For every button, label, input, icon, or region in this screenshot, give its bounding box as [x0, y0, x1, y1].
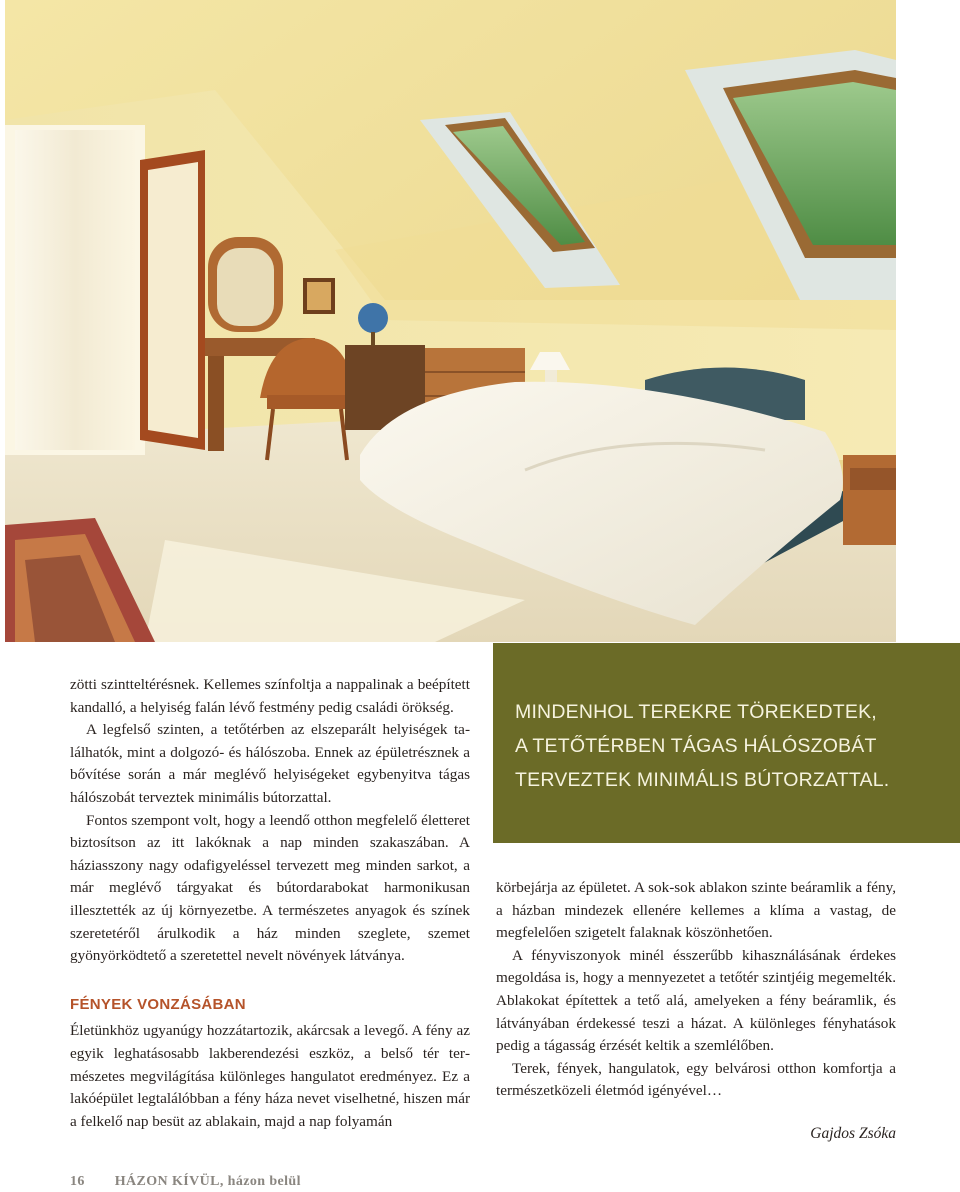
page-footer — [70, 1174, 301, 1190]
body-paragraph: A legfelső szinten, a tetőtérben az elszeparált helyiségek találhatók, mint a dolgozó- és hálószoba. Ennek az épületrésznek a bővítése során a már meglévő helyiségeket egybenyitva tágas hálószobát terveztek minimális bútorzattal. — [70, 721, 470, 806]
magazine-title: HÁZON KÍVÜL, házon belül — [114, 1174, 301, 1189]
bedroom-photo — [5, 0, 896, 642]
body-paragraph: A fényviszonyok minél ésszerűbb kihasználásának érdekes megoldása is, hogy a mennyezetet a tetőtér szintjéig megemelték. Ablakokat építettek a tető alá, amelyeken a fény beáramlik, és látványában érdekessé teszi a házat. A különleges fényhatások pedig a tágasság érzését keltik a szemlélőben. — [496, 946, 896, 1055]
left-text-column — [70, 674, 470, 1133]
body-paragraph: Terek, fények, hangulatok, egy belvárosi otthon komfortja a természetközeli életmód igényével… — [496, 1059, 896, 1100]
body-paragraph: körbejárja az épületet. A sok-sok ablakon szinte beáramlik a fény, a házban mindezek ellenére kellemes a klíma a vastag, de megfelelően szigetelt falaknak köszönhetően. — [496, 879, 896, 942]
right-text-column — [496, 877, 896, 1103]
pull-quote-line: MINDENHOL TEREKRE TÖREKEDTEK, — [515, 701, 877, 723]
pull-quote-line: A TETŐTÉRBEN TÁGAS HÁLÓSZOBÁT — [515, 735, 877, 757]
body-paragraph: zötti szintteltérésnek. Kellemes színfoltja a nappalinak a beépített kandalló, a helyiség falán lévő festmény pedig családi örökség. — [70, 676, 470, 716]
body-paragraph: Fontos szempont volt, hogy a leendő otthon megfelelő életteret biztosítson az itt lakóknak a nap minden szakaszában. A háziasszony nagy odafigyeléssel tervezett meg minden sarkot, a már meglévő tárgyakat és bútordarabokat harmonikusan illesztették az új környezetbe. A természetes anyagok és színek szeretetéről árulkodik a ház minden szeglete, szemet gyönyörködtető a szeretettel nevelt növények látványa. — [70, 811, 470, 965]
section-heading: FÉNYEK VONZÁSÁBAN — [70, 995, 246, 1013]
pull-quote-line: TERVEZTEK MINIMÁLIS BÚTORZATTAL. — [515, 769, 890, 791]
pull-quote-box — [493, 643, 960, 843]
body-paragraph: Életünkhöz ugyanúgy hozzátartozik, akárcsak a levegő. A fény az egyik leghatásosabb lakberendezési eszköz, a belső tér természetes megvilágítása különleges hangulatot eredményez. Ez a lakóépület legtalálóbban a fény háza nevet viselhetné, hiszen már a felkelő nap besüt az ablakain, majd a nap folyamán — [70, 1022, 470, 1130]
author-signature: Gajdos Zsóka — [810, 1125, 896, 1142]
page-number: 16 — [70, 1174, 85, 1189]
